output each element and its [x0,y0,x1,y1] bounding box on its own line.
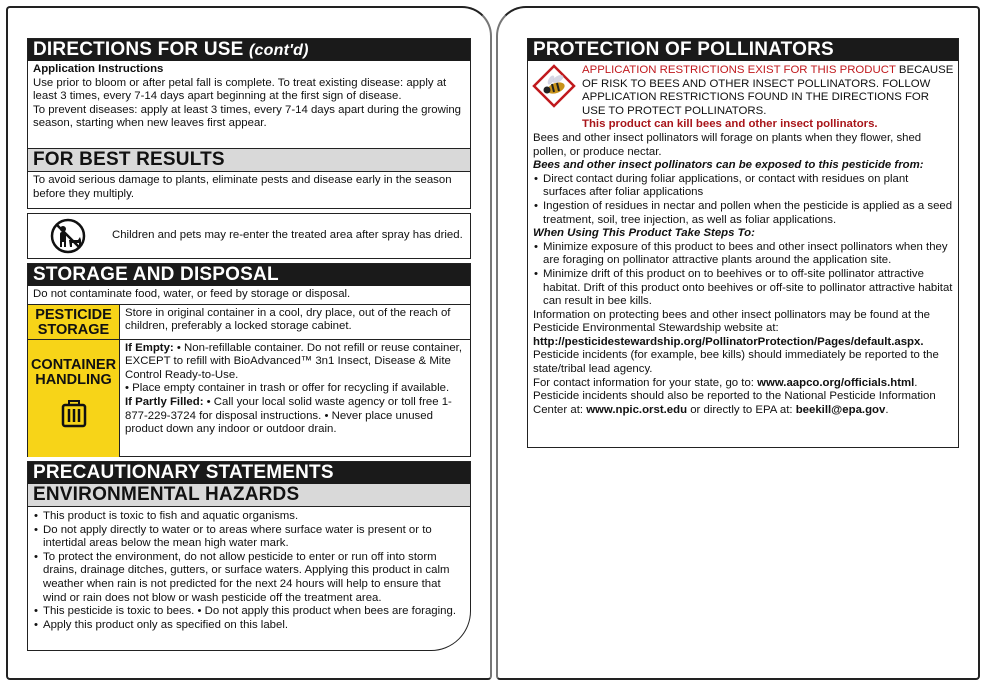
pollinators-body [528,132,958,419]
pesticide-storage-tag [28,305,120,339]
contact-pre: For contact information for your state, go to: [533,376,758,389]
list-item: • Minimize exposure of this product to bees and other insect pollinators when they are foraging on pollinator attractive plants around the application site. [543,241,953,268]
restriction-rest-text: BECAUSE OF RISK TO BEES AND OTHER INSECT POLLINATORS. FOLLOW APPLICATION RESTRICTIONS FOUND IN THE DIRECTIONS FOR USE TO PROTECT POLLINATORS. [582,64,954,117]
list-item: • Apply this product only as specified on this label. [43,619,465,633]
list-item: • Minimize drift of this product on to beehives or to off-site pollinator attractive habitat. Drift of this product onto beehives or off-site to pollinator attractive habitat can result in bee kills. [543,268,953,309]
restriction-text [578,64,954,132]
info-text: Information on protecting bees and other insect pollinators may be found at the Pesticide Environmental Stewardship website at: [533,308,931,335]
if-partly-filled-text: • Call your local solid waste agency or toll free 1-877-229-3724 for disposal instructions. • Never place unused product down any indoor or outdoor drain. [125,395,452,436]
storage-intro: Do not contaminate food, water, or feed by storage or disposal. [33,288,351,300]
if-empty-label: If Empty: [125,341,174,354]
reentry-panel [27,213,471,259]
incidents-text: Pesticide incidents (for example, bee kills) should immediately be reported to the state/tribal lead agency. [533,349,939,376]
best-results-panel [27,148,471,209]
list-item: • This pesticide is toxic to bees. • Do not apply this product when bees are foraging. [43,605,465,619]
list-item: • Direct contact during foliar applications, or contact with residues on plant surfaces after foliar applications [543,173,953,200]
if-empty-text: • Non-refillable container. Do not refill or reuse container, EXCEPT to refill with BioAdvanced™ 3n1 Insect, Disease & Mite Control Ready-to-Use. [125,341,463,381]
contact-or: or directly to EPA at: [687,403,796,416]
hazards-body [28,507,470,634]
pollinators-panel [527,38,959,448]
right-page [496,6,980,680]
directions-header [28,39,470,61]
precautionary-panel [27,461,471,651]
npic-url: www.npic.orst.edu [586,403,688,416]
contact-end: . [885,403,889,416]
exposed-list [533,173,953,227]
pesticide-storage-text: Store in original container in a cool, dry place, out of the reach of children, preferably a locked storage cabinet. [125,306,451,333]
trash-can-icon [30,398,117,432]
hazards-list [33,510,465,632]
if-partly-filled-label: If Partly Filled: [125,395,204,408]
directions-title: DIRECTIONS FOR USE [33,39,244,60]
no-children-pets-icon [28,218,108,254]
forage-text: Bees and other insect pollinators will forage on plants when they flower, shed pollen, or produce nectar. [533,131,922,158]
reentry-text: Children and pets may re-enter the treated area after spray has dried. [112,229,463,242]
restriction-red-text: APPLICATION RESTRICTIONS EXIST FOR THIS PRODUCT [582,64,896,76]
contact-mid: . Pesticide incidents should also be reported to the National Pesticide Information Center at: [533,376,936,416]
container-handling-tag [28,340,120,457]
storage-label: STORAGE [37,321,110,338]
best-results-header: FOR BEST RESULTS [28,149,470,172]
pollinators-header: PROTECTION OF POLLINATORS [528,39,958,61]
container-handling-text [120,340,470,457]
best-results-text: To avoid serious damage to plants, eliminate pests and disease early in the season before they multiply. [33,174,452,200]
list-item: • To protect the environment, do not allow pesticide to enter or run off into storm drains, drainage ditches, gutters, or surface waters. Applying this product in calm weather when rain is not predicted for the next 24 hours will help to ensure that wind or rain does not blow or wash pesticide off the treatment area. [43,551,465,605]
bee-hazard-icon [532,64,578,132]
exposed-heading: Bees and other insect pollinators can be exposed to this pesticide from: [533,159,924,172]
kill-warning: This product can kill bees and other insect pollinators. [582,118,878,131]
left-page [6,6,492,680]
container-label: CONTAINER [30,356,117,373]
directions-body [28,61,470,133]
list-item: • This product is toxic to fish and aquatic organisms. [43,510,465,524]
container-handling-row [28,339,470,457]
handling-label: HANDLING [35,371,112,388]
directions-panel [27,38,471,149]
application-instructions-heading: Application Instructions [33,63,164,75]
epa-email: beekill@epa.gov [795,403,886,416]
directions-prevent-text: To prevent diseases: apply at least 3 times, every 7-14 days apart during the growing season, starting when new leaves first appear. [33,103,462,130]
list-item: • Do not apply directly to water or to areas where surface water is present or to intertidal areas below the mean high water mark. [43,524,465,551]
contact-text [533,377,953,418]
pesticide-label: PESTICIDE [35,306,112,323]
steps-list [533,241,953,309]
pesticide-storage-row [28,304,470,339]
storage-header: STORAGE AND DISPOSAL [28,264,470,286]
directions-title-suffix: (cont'd) [249,42,309,59]
restriction-block [528,61,958,132]
steps-heading: When Using This Product Take Steps To: [533,227,755,240]
directions-treat-text: Use prior to bloom or after petal fall is complete. To treat existing disease: apply at least 3 times, every 7-14 days apart beginning at the first sign of disease. [33,76,447,103]
stewardship-url: http://pesticidestewardship.org/PollinatorProtection/Pages/default.aspx. [533,335,924,348]
precautionary-header: PRECAUTIONARY STATEMENTS [28,462,470,484]
environmental-hazards-header: ENVIRONMENTAL HAZARDS [28,484,470,507]
list-item: • Ingestion of residues in nectar and pollen when the pesticide is applied as a seed treatment, soil, tree injection, as well as foliar applications. [543,200,953,227]
place-empty-text: • Place empty container in trash or offer for recycling if available. [125,382,450,395]
aapco-url: www.aapco.org/officials.html [757,376,915,389]
storage-panel [27,263,471,457]
